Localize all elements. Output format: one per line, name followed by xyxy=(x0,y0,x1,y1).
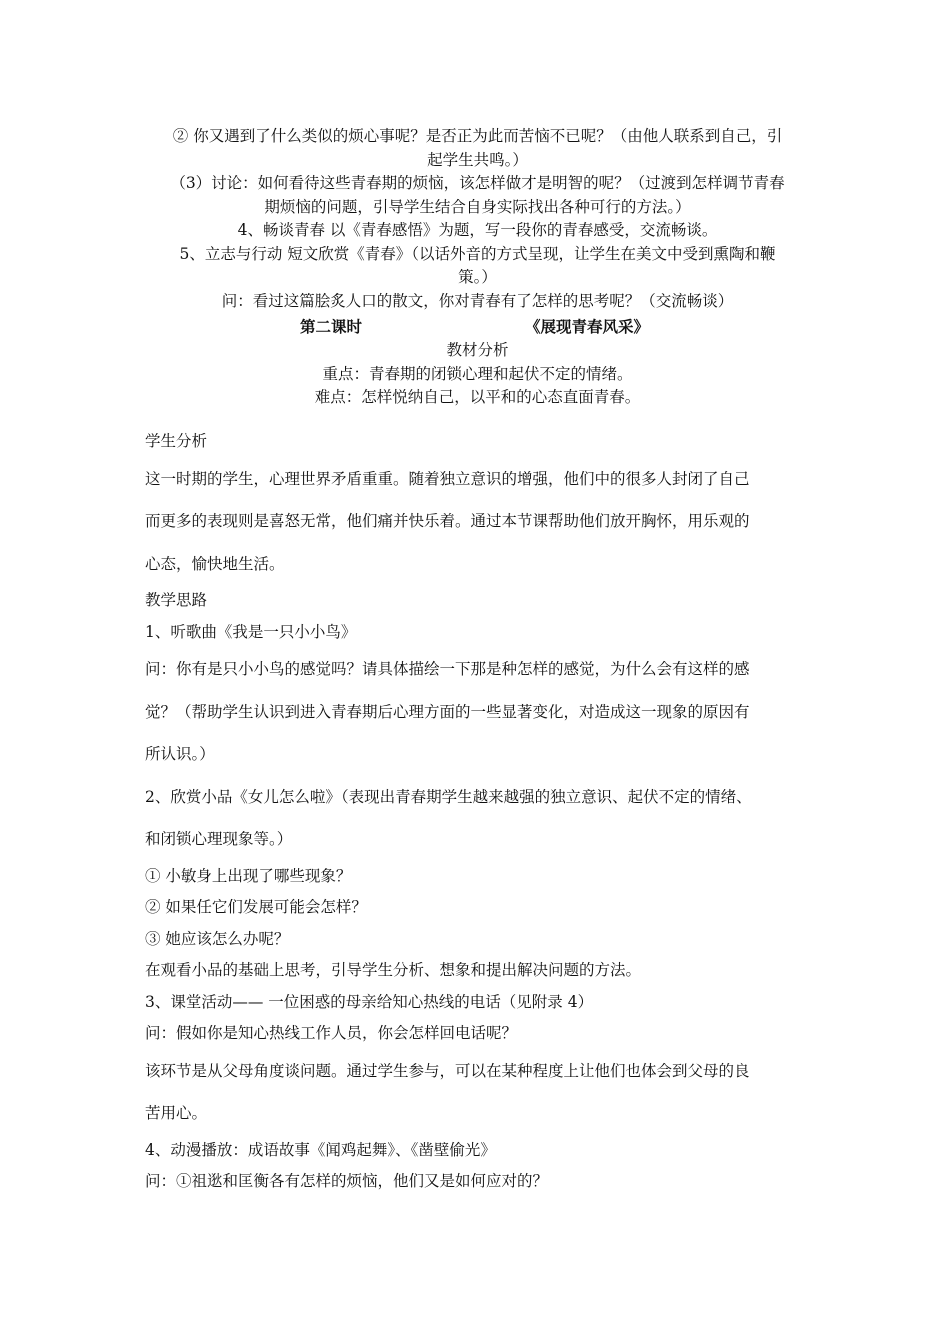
text-line: ② 你又遇到了什么类似的烦心事呢？是否正为此而苦恼不已呢？（由他人联系到自己，引 xyxy=(172,127,783,145)
paragraph-line: 觉？（帮助学生认识到进入青春期后心理方面的一些显著变化，对造成这一现象的原因有 xyxy=(145,702,750,721)
paragraph-line: 所认识。） xyxy=(145,745,215,763)
sub-item: ① 小敏身上出现了哪些现象？ xyxy=(145,866,352,885)
centered-section xyxy=(140,125,815,410)
paragraph-line: 问：你有是只小小鸟的感觉吗？请具体描绘一下那是种怎样的感觉，为什么会有这样的感 xyxy=(145,660,750,678)
text-line: 4、畅谈青春 以《青春感悟》为题，写一段你的青春感受，交流畅谈。 xyxy=(237,221,718,239)
paragraph-line: 而更多的表现则是喜怒无常，他们痛并快乐着。通过本节课帮助他们放开胸怀，用乐观的 xyxy=(145,512,750,530)
key-point: 重点：青春期的闭锁心理和起伏不定的情绪。 xyxy=(322,364,633,383)
paragraph-line: 苦用心。 xyxy=(145,1104,208,1122)
paragraph-line: 问：假如你是知心热线工作人员，你会怎样回电话呢？ xyxy=(145,1024,518,1042)
paragraph-line: 该环节是从父母角度谈问题。通过学生参与，可以在某种程度上让他们也体会到父母的良 xyxy=(145,1061,750,1080)
student-analysis-heading: 学生分析 xyxy=(145,432,208,450)
paragraph-line: 心态，愉快地生活。 xyxy=(145,554,285,573)
paragraph-line: 在观看小品的基础上思考，引导学生分析、想象和提出解决问题的方法。 xyxy=(145,961,642,979)
lesson-title: 《展现青春风采》 xyxy=(525,317,650,336)
sub-item: ② 如果任它们发展可能会怎样？ xyxy=(145,898,367,916)
lesson-label: 第二课时 xyxy=(300,317,363,336)
list-item: 1、听歌曲《我是一只小小鸟》 xyxy=(145,622,357,641)
text-line: 起学生共鸣。） xyxy=(427,150,528,169)
paragraph-line: 问：①祖逖和匡衡各有怎样的烦恼，他们又是如何应对的？ xyxy=(145,1172,549,1190)
paragraph-line: 和闭锁心理现象等。） xyxy=(145,830,293,848)
textbook-analysis-heading: 教材分析 xyxy=(446,341,509,359)
list-item: 4、动漫播放：成语故事《闻鸡起舞》、《凿壁偷光》 xyxy=(145,1140,496,1159)
list-item: 3、课堂活动—— 一位困惑的母亲给知心热线的电话（见附录 4） xyxy=(145,992,594,1011)
lesson-heading xyxy=(140,313,815,339)
body-section xyxy=(145,426,815,1198)
text-line: 问：看过这篇脍炙人口的散文，你对青春有了怎样的思考呢？（交流畅谈） xyxy=(221,291,734,310)
text-line: 期烦恼的问题，引导学生结合自身实际找出各种可行的方法。） xyxy=(264,197,691,216)
difficult-point: 难点：怎样悦纳自己，以平和的心态直面青春。 xyxy=(314,388,641,406)
text-line: 5、立志与行动 短文欣赏《青春》（以话外音的方式呈现，让学生在美文中受到熏陶和鞭 xyxy=(179,244,776,263)
text-line: 策。） xyxy=(458,268,497,286)
text-line: （3）讨论：如何看待这些青春期的烦恼，该怎样做才是明智的呢？（过渡到怎样调节青春 xyxy=(170,174,785,192)
list-item: 2、欣赏小品《女儿怎么啦》（表现出青春期学生越来越强的独立意识、起伏不定的情绪、 xyxy=(145,787,752,806)
paragraph-line: 这一时期的学生，心理世界矛盾重重。随着独立意识的增强，他们中的很多人封闭了自己 xyxy=(145,469,750,488)
teaching-plan-heading: 教学思路 xyxy=(145,591,208,609)
sub-item: ③ 她应该怎么办呢？ xyxy=(145,929,290,948)
